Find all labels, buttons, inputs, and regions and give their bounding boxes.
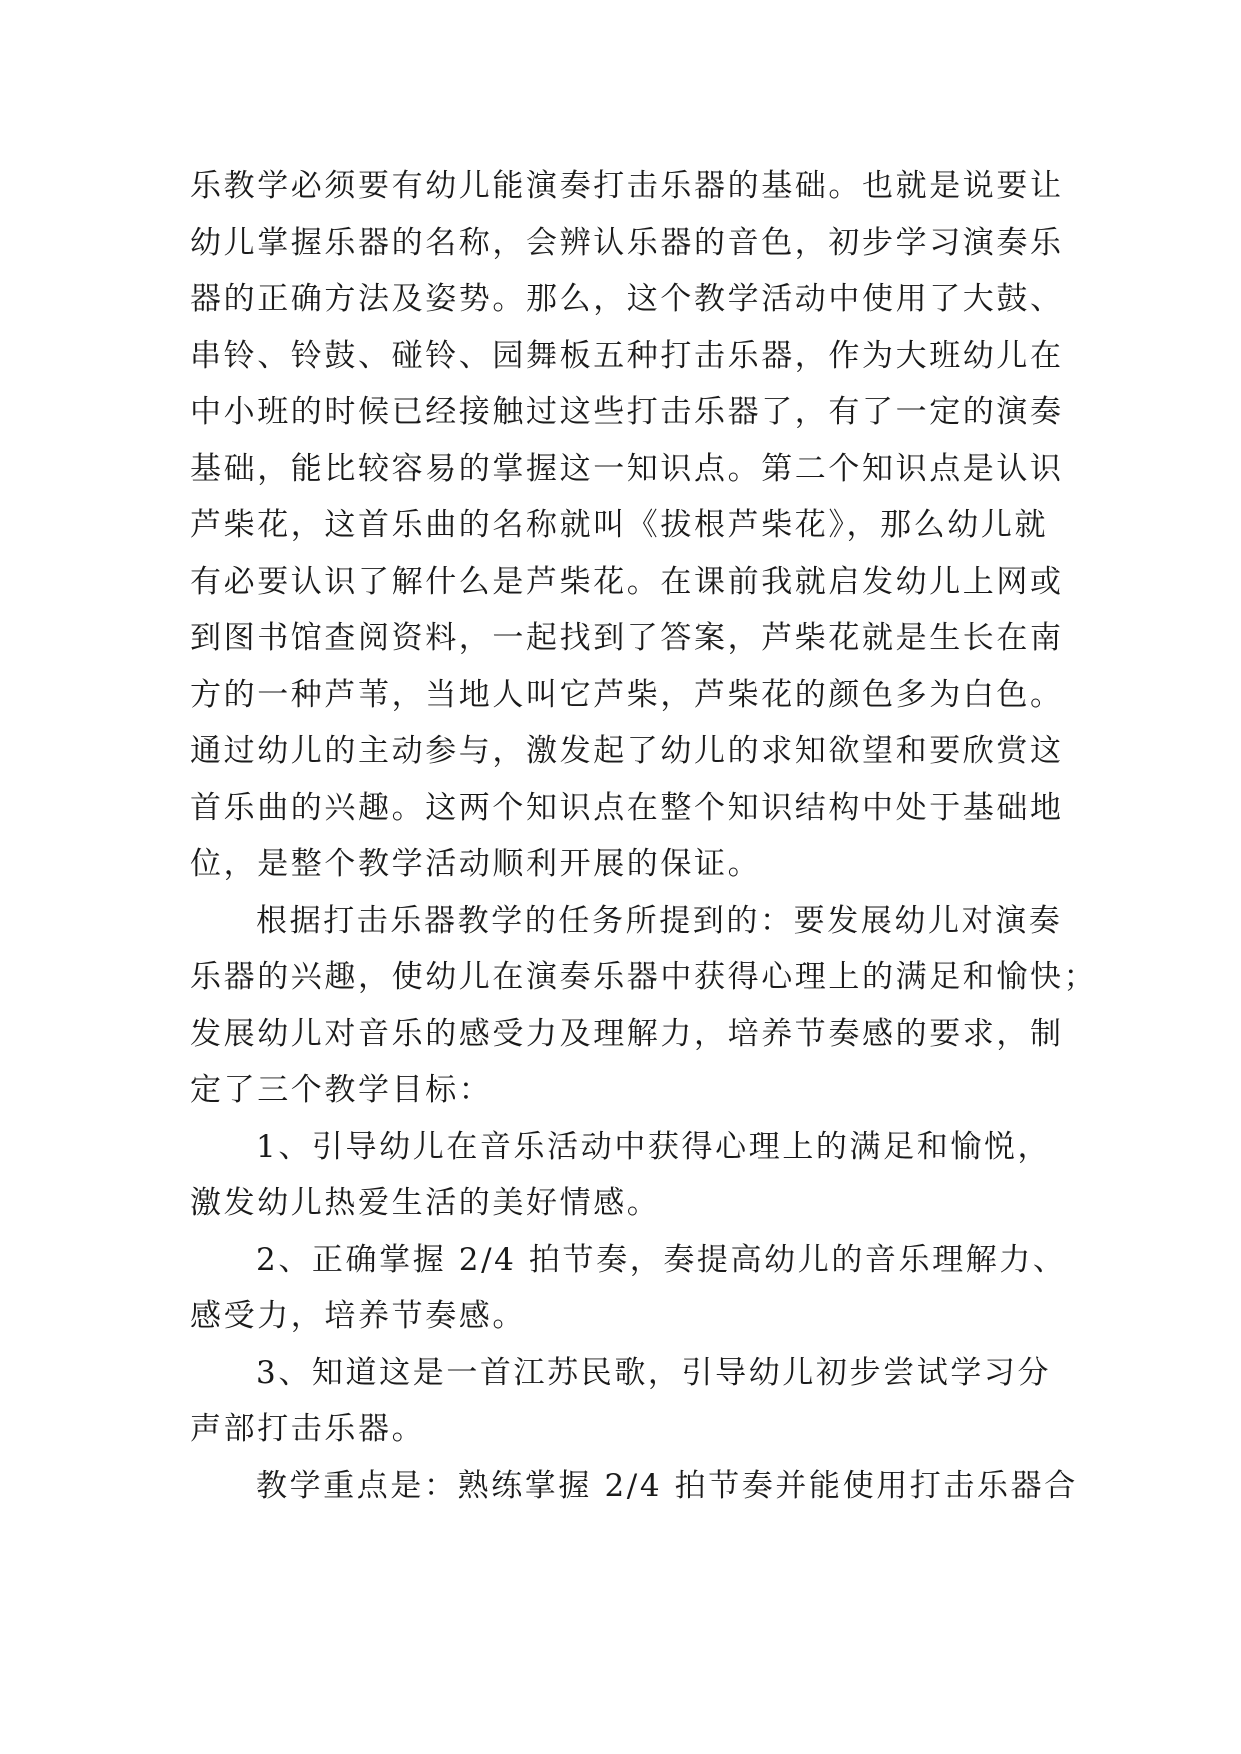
- text-line: 声部打击乐器。: [190, 1411, 426, 1447]
- text-line: 到图书馆查阅资料，一起找到了答案，芦柴花就是生长在南: [190, 620, 1064, 656]
- text-line: 幼儿掌握乐器的名称，会辨认乐器的音色，初步学习演奏乐: [190, 224, 1064, 261]
- text-line: 激发幼儿热爱生活的美好情感。: [190, 1185, 661, 1221]
- text-line: 发展幼儿对音乐的感受力及理解力，培养节奏感的要求，制: [190, 1015, 1064, 1052]
- text-line: 定了三个教学目标：: [190, 1072, 493, 1108]
- goal-item-line: 2、正确掌握 2/4 拍节奏，奏提高幼儿的音乐理解力、: [256, 1241, 1067, 1278]
- text-line: 首乐曲的兴趣。这两个知识点在整个知识结构中处于基础地: [190, 789, 1064, 826]
- text-line: 乐器的兴趣，使幼儿在演奏乐器中获得心理上的满足和愉快；: [190, 959, 1098, 995]
- text-line: 方的一种芦苇，当地人叫它芦柴，芦柴花的颜色多为白色。: [190, 676, 1064, 713]
- paragraph-start-line: 根据打击乐器教学的任务所提到的：要发展幼儿对演奏: [256, 902, 1063, 939]
- text-line: 串铃、铃鼓、碰铃、园舞板五种打击乐器，作为大班幼儿在: [190, 337, 1064, 374]
- text-line: 位，是整个教学活动顺利开展的保证。: [190, 846, 762, 882]
- goal-item-line: 3、知道这是一首江苏民歌，引导幼儿初步尝试学习分: [256, 1354, 1052, 1391]
- document-body: [190, 158, 1098, 1514]
- text-line: 有必要认识了解什么是芦柴花。在课前我就启发幼儿上网或: [190, 563, 1064, 600]
- text-line: 感受力，培养节奏感。: [190, 1298, 526, 1334]
- text-line: 基础，能比较容易的掌握这一知识点。第二个知识点是认识: [190, 450, 1064, 487]
- text-line: 通过幼儿的主动参与，激发起了幼儿的求知欲望和要欣赏这: [190, 733, 1064, 769]
- goal-item-line: 1、引导幼儿在音乐活动中获得心理上的满足和愉悦，: [256, 1128, 1052, 1165]
- text-line: 器的正确方法及姿势。那么，这个教学活动中使用了大鼓、: [190, 281, 1064, 317]
- text-line: 芦柴花，这首乐曲的名称就叫《拔根芦柴花》，那么幼儿就: [190, 507, 1049, 543]
- paragraph-start-line: 教学重点是：熟练掌握 2/4 拍节奏并能使用打击乐器合: [256, 1467, 1078, 1504]
- text-line: 中小班的时候已经接触过这些打击乐器了，有了一定的演奏: [190, 394, 1064, 430]
- text-line: 乐教学必须要有幼儿能演奏打击乐器的基础。也就是说要让: [190, 168, 1064, 204]
